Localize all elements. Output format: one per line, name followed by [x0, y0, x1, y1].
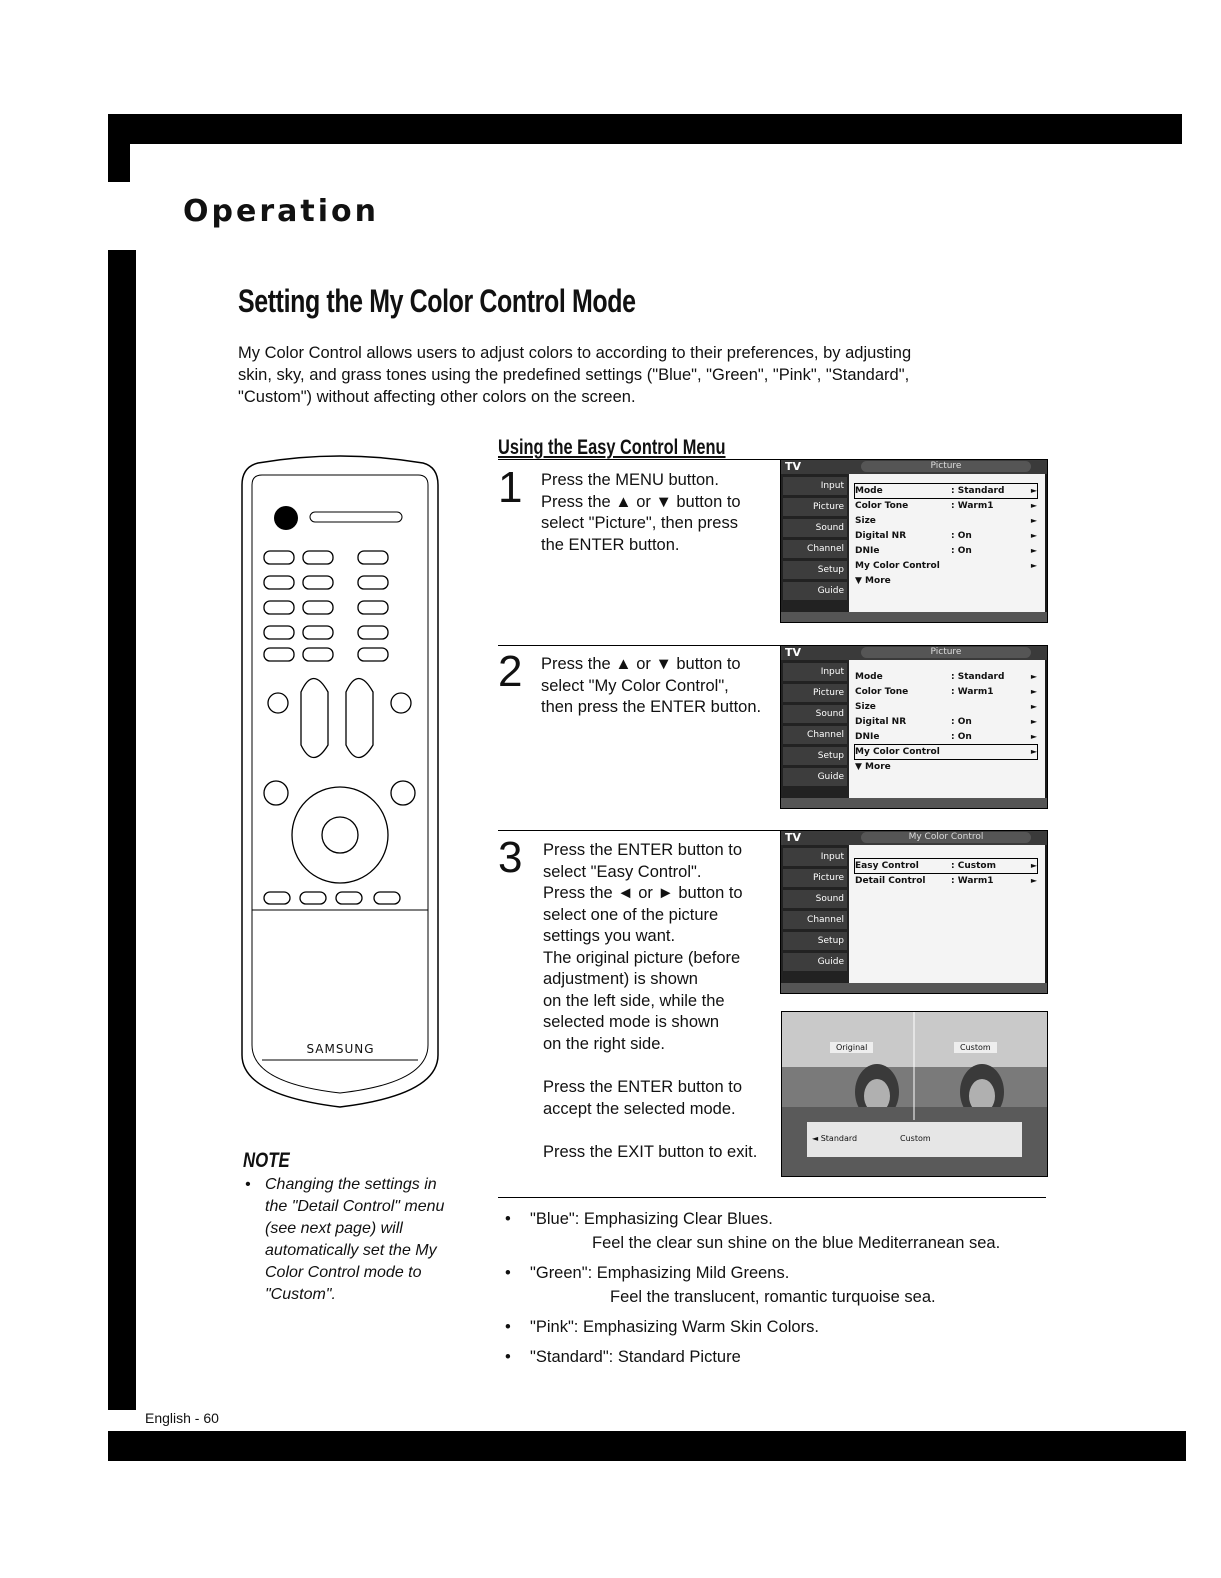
menu-sidebar — [781, 660, 849, 798]
footer-bar — [108, 1431, 1186, 1461]
menu-row: Color Tone : Warm1 ► — [855, 687, 1037, 697]
menu-row: My Color Control ► — [855, 561, 1037, 571]
step-line: select "Easy Control". — [543, 862, 702, 881]
list-item: • "Green": Emphasizing Mild Greens. Feel the translucent, romantic turquoise sea. — [505, 1261, 1000, 1309]
menu-sidebar — [781, 845, 849, 983]
menu-row: Easy Control : Custom ► — [855, 861, 1037, 871]
header-bar — [108, 114, 1182, 144]
subheading: Using the Easy Control Menu — [498, 436, 726, 459]
step-line: Press the ENTER button to — [543, 841, 743, 859]
menu-side-item: Guide — [783, 953, 847, 971]
menu-row: Digital NR : On ► — [855, 717, 1037, 727]
section-title: Operation — [183, 194, 379, 229]
menu-panel — [849, 845, 1045, 983]
step-line: on the right side. — [543, 1034, 665, 1053]
step-line: accept the selected mode. — [543, 1099, 736, 1118]
intro-line: My Color Control allows users to adjust colors to according to their preferences, by adjusting — [238, 344, 912, 362]
step-line: adjustment) is shown — [543, 970, 698, 988]
step-instructions — [541, 654, 761, 719]
remote-brand: SAMSUNG — [306, 1042, 375, 1056]
menu-panel — [849, 474, 1045, 612]
menu-row: Color Tone : Warm1 ► — [855, 501, 1037, 511]
menu-row: Digital NR : On ► — [855, 531, 1037, 541]
note-text: • Changing the settings in the "Detail Control" menu (see next page) will automatically set the My Color Control mode to "Custom". — [245, 1176, 445, 1303]
menu-tv-label: TV — [785, 831, 802, 844]
intro-line: skin, sky, and grass tones using the predefined settings ("Blue", "Green", "Pink", "Standard", — [238, 366, 910, 384]
menu-row: Mode : Standard ► — [855, 486, 1037, 496]
menu-row: Detail Control : Warm1 ► — [855, 876, 1037, 886]
step-line: on the left side, while the — [543, 991, 725, 1010]
menu-side-item: Picture — [783, 684, 847, 702]
menu-side-item: Channel — [783, 726, 847, 744]
menu-side-item: Setup — [783, 561, 847, 579]
menu-row: ▼ More — [855, 762, 891, 772]
step-line: The original picture (before — [543, 948, 741, 967]
menu-heading: My Color Control — [861, 832, 1031, 843]
remote-icon — [238, 455, 443, 1115]
intro-line: "Custom") without affecting other colors on the screen. — [238, 388, 636, 406]
menu-row: Mode : Standard ► — [855, 672, 1037, 682]
list-item: • "Standard": Standard Picture — [505, 1345, 1000, 1369]
step-line: Press the ▲ or ▼ button to — [541, 492, 741, 511]
menu-side-item: Setup — [783, 932, 847, 950]
menu-side-item: Setup — [783, 747, 847, 765]
page-number: English - 60 — [145, 1410, 219, 1426]
menu-side-item: Guide — [783, 768, 847, 786]
picture-menu-screenshot — [780, 459, 1048, 623]
step-line: settings you want. — [543, 927, 676, 945]
menu-tv-label: TV — [785, 460, 802, 473]
menu-row: Size ► — [855, 516, 1037, 526]
list-item: • "Blue": Emphasizing Clear Blues. Feel the clear sun shine on the blue Mediterranean sea. — [505, 1207, 1000, 1255]
menu-row: My Color Control ► — [855, 747, 1037, 757]
step-line: Press the MENU button. — [541, 471, 719, 489]
step-instructions — [543, 840, 757, 1164]
step-line: the ENTER button. — [541, 535, 680, 554]
preview-custom-label: Custom — [954, 1042, 997, 1053]
menu-heading: Picture — [861, 647, 1031, 658]
step-line: Press the ▲ or ▼ button to — [541, 655, 741, 673]
menu-side-item: Picture — [783, 869, 847, 887]
menu-row: ▼ More — [855, 576, 891, 586]
step-line: select one of the picture — [543, 905, 719, 924]
my-color-control-menu-screenshot — [780, 830, 1048, 994]
menu-side-item: Channel — [783, 911, 847, 929]
menu-heading: Picture — [861, 461, 1031, 472]
preview-photo — [782, 1012, 1047, 1176]
header-bar-tab — [108, 114, 130, 182]
menu-sidebar — [781, 474, 849, 612]
step-line: select "My Color Control", — [541, 676, 729, 695]
step-line: then press the ENTER button. — [541, 698, 762, 716]
menu-side-item: Input — [783, 663, 847, 681]
step-number: 2 — [498, 647, 523, 696]
menu-side-item: Channel — [783, 540, 847, 558]
menu-side-item: Input — [783, 848, 847, 866]
menu-side-item: Sound — [783, 519, 847, 537]
preview-option-standard: ◄ Standard — [812, 1134, 858, 1143]
menu-side-item: Sound — [783, 890, 847, 908]
easy-control-preview — [781, 1011, 1048, 1177]
menu-tv-label: TV — [785, 646, 802, 659]
picture-menu-screenshot — [780, 645, 1048, 809]
step-instructions — [541, 470, 741, 556]
menu-side-item: Sound — [783, 705, 847, 723]
intro-paragraph — [238, 342, 1018, 408]
step-line: select "Picture", then press — [541, 514, 738, 532]
note-title: NOTE — [243, 1149, 290, 1172]
step-line: Press the ENTER button to — [543, 1078, 743, 1096]
bullets-divider — [498, 1197, 1046, 1198]
step-number: 1 — [498, 463, 523, 512]
menu-panel — [849, 660, 1045, 798]
menu-row: DNIe : On ► — [855, 732, 1037, 742]
menu-side-item: Input — [783, 477, 847, 495]
list-item: • "Pink": Emphasizing Warm Skin Colors. — [505, 1315, 1000, 1339]
step-number: 3 — [498, 833, 523, 882]
preview-original-label: Original — [830, 1042, 873, 1053]
step-line: selected mode is shown — [543, 1013, 720, 1031]
step-line: Press the ◄ or ► button to — [543, 884, 743, 902]
menu-row: DNIe : On ► — [855, 546, 1037, 556]
page-title: Setting the My Color Control Mode — [238, 283, 636, 319]
mode-list — [505, 1207, 1000, 1375]
menu-side-item: Picture — [783, 498, 847, 516]
left-margin-bar — [108, 250, 136, 1410]
remote-control-illustration — [238, 455, 443, 1115]
step-line: Press the EXIT button to exit. — [543, 1143, 758, 1161]
preview-option-custom: Custom — [900, 1134, 931, 1143]
menu-row: Size ► — [855, 702, 1037, 712]
menu-side-item: Guide — [783, 582, 847, 600]
